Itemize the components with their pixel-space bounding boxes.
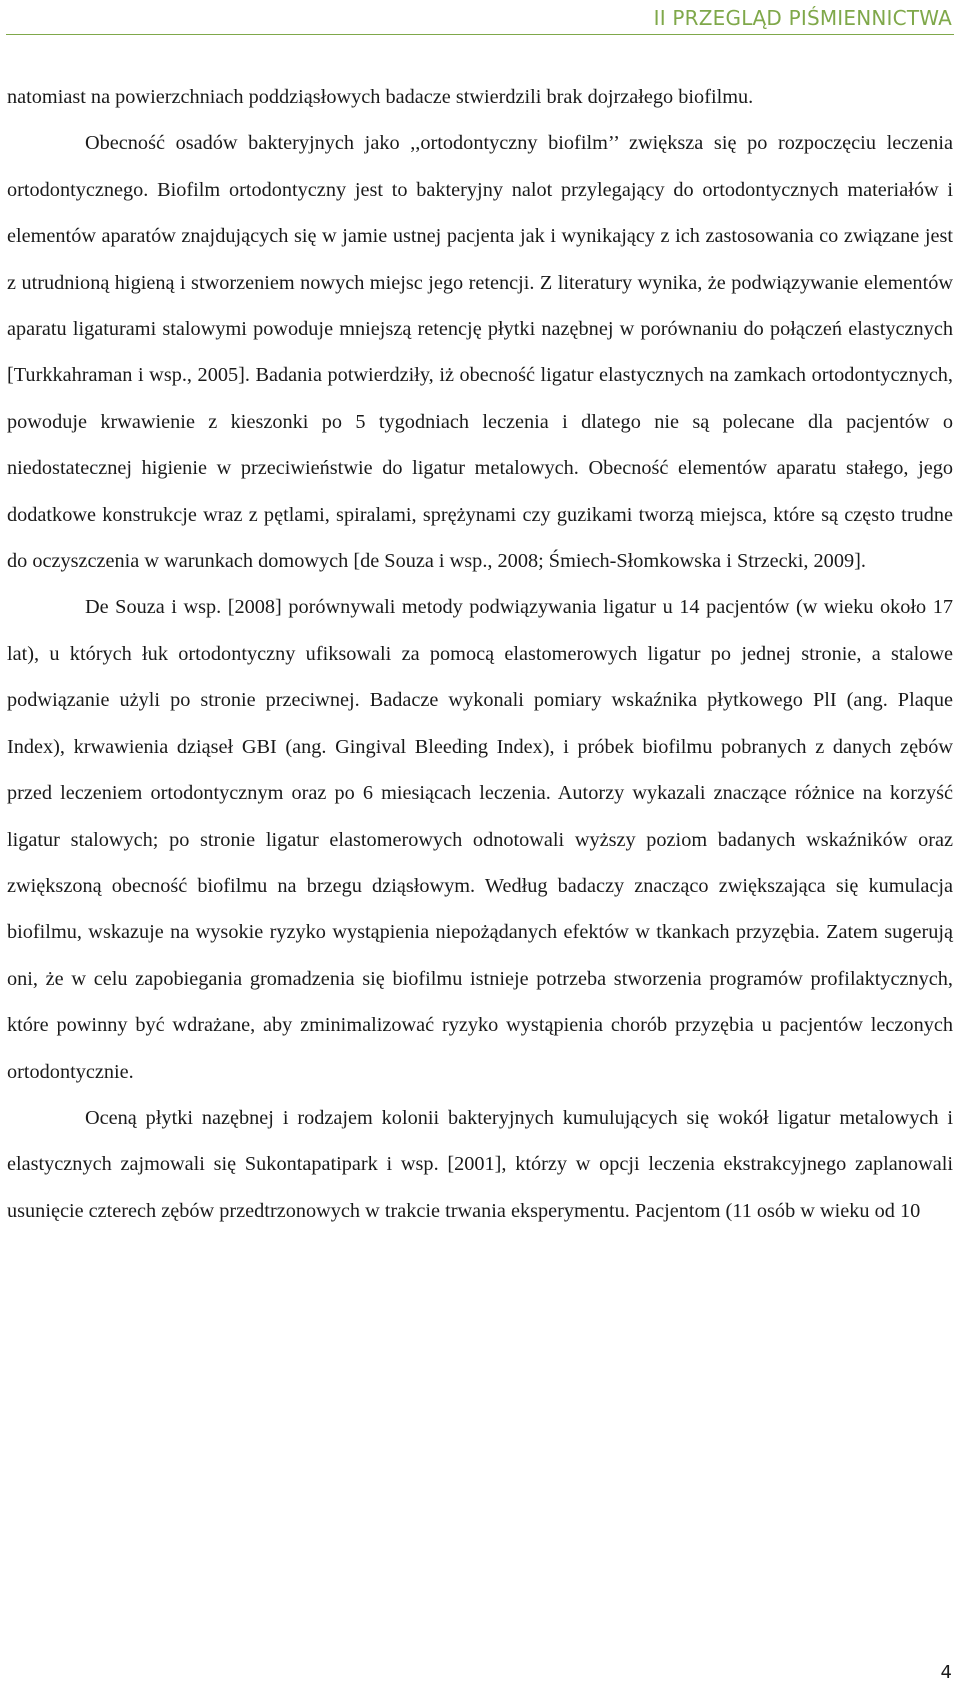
paragraph-de-souza-study: De Souza i wsp. [2008] porównywali metody podwiązywania ligatur u 14 pacjentów (w wieku około 17 lat), u których łuk ortodontyczny ufiksowali za pomocą elastomerowych ligatur po jednej stronie, a stalowe podwiązanie użyli po stronie przeciwnej. Badacze wykonali pomiary wskaźnika płytkowego PlI (ang. Plaque Index), krwawienia dziąseł GBI (ang. Gingival Bleeding Index), i próbek biofilmu pobranych z danych zębów przed leczeniem ortodontycznym oraz po 6 miesiącach leczenia. Autorzy wykazali znaczące różnice na korzyść ligatur stalowych; po stronie ligatur elastomerowych odnotowali wyższy poziom badanych wskaźników oraz zwiększoną obecność biofilmu na brzegu dziąsłowym. Według badaczy znacząco zwiększająca się kumulacja biofilmu, wskazuje na wysokie ryzyko wystąpienia niepożądanych efektów w tkankach przyzębia. Zatem sugerują oni, że w celu zapobiegania gromadzenia się biofilmu istnieje potrzeba stworzenia programów profilaktycznych, które powinny być wdrażane, aby zminimalizować ryzyko wystąpienia chorób przyzębia u pacjentów leczonych ortodontycznie.: [7, 596, 953, 1083]
page-number: 4: [940, 1662, 952, 1683]
paragraph-orthodontic-biofilm: Obecność osadów bakteryjnych jako ,,ortodontyczny biofilm’’ zwiększa się po rozpoczęciu leczenia ortodontycznego. Biofilm ortodontyczny jest to bakteryjny nalot przylegający do ortodontycznych materiałów i elementów aparatów znajdujących się w jamie ustnej pacjenta jak i wynikający z ich zastosowania co związane jest z utrudnioną higieną i stworzeniem nowych miejsc jego retencji. Z literatury wynika, że podwiązywanie elementów aparatu ligaturami stalowymi powoduje mniejszą retencję płytki nazębnej w porównaniu do połączeń elastycznych [Turkkahraman i wsp., 2005]. Badania potwierdziły, iż obecność ligatur elastycznych na zamkach ortodontycznych, powoduje krwawienie z kieszonki po 5 tygodniach leczenia i dlatego nie są polecane dla pacjentów o niedostatecznej higienie w przeciwieństwie do ligatur metalowych. Obecność elementów aparatu stałego, jego dodatkowe konstrukcje wraz z pętlami, spiralami, sprężynami czy guzikami tworzą miejsca, które są często trudne do oczyszczenia w warunkach domowych [de Souza i wsp., 2008; Śmiech-Słomkowska i Strzecki, 2009].: [7, 132, 953, 573]
header-divider: [6, 34, 954, 35]
running-header: II PRZEGLĄD PIŚMIENNICTWA: [653, 6, 952, 30]
paragraph-continuation: natomiast na powierzchniach poddziąsłowych badacze stwierdzili brak dojrzałego biofilmu.: [7, 86, 754, 108]
body-text: [7, 74, 953, 1234]
paragraph-sukontapatipark-study: Oceną płytki nazębnej i rodzajem kolonii bakteryjnych kumulujących się wokół ligatur metalowych i elastycznych zajmowali się Sukontapatipark i wsp. [2001], którzy w opcji leczenia ekstrakcyjnego zaplanowali usunięcie czterech zębów przedtrzonowych w trakcie trwania eksperymentu. Pacjentom (11 osób w wieku od 10: [7, 1106, 953, 1222]
